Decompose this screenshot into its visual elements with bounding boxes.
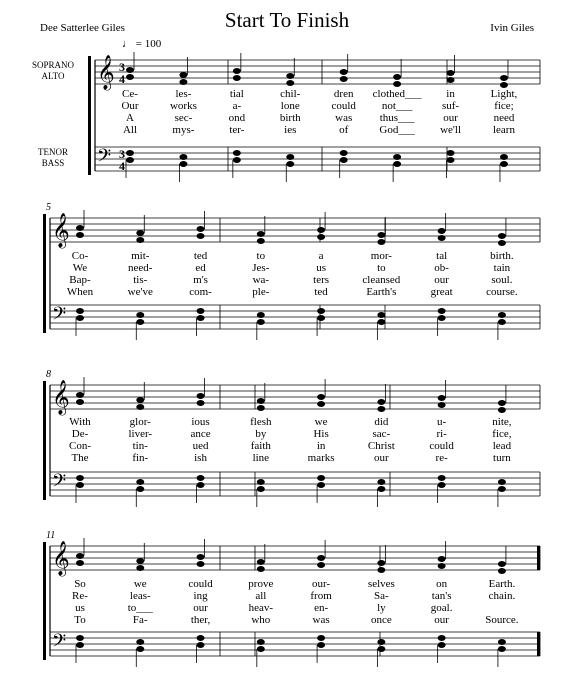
alto-note [136, 404, 144, 410]
lyric-syllable: Fa- [132, 614, 148, 626]
lyric-syllable: by [255, 428, 267, 440]
tenor-note [76, 308, 84, 314]
alto-note [197, 561, 205, 567]
lyric-syllable: les- [175, 88, 192, 100]
bass-note [286, 161, 294, 167]
alto-note [76, 399, 84, 405]
lyric-syllable: Earth's [366, 286, 397, 298]
lyric-syllable: ies [284, 124, 297, 136]
lyric-syllable: works [169, 100, 197, 112]
system-bracket [43, 381, 46, 500]
alto-note [136, 237, 144, 243]
tenor-note [393, 154, 401, 160]
bass-note [377, 646, 385, 652]
lyric-syllable: Source. [485, 614, 519, 626]
lyric-syllable: chil- [280, 88, 301, 100]
composer-credit: Dee Satterlee Giles [40, 22, 125, 34]
lyric-syllable: once [370, 614, 392, 626]
lyric-syllable: wa- [252, 274, 270, 286]
tenor-note [257, 312, 265, 318]
bass-note [438, 315, 446, 321]
lyric-syllable: selves [367, 578, 395, 590]
voice-label-bass: BASS [41, 158, 65, 168]
bass-note [136, 486, 144, 492]
lyric-syllable: fice; [494, 100, 514, 112]
lyric-syllable: was [312, 614, 330, 626]
alto-note [76, 560, 84, 566]
lyric-syllable: When [66, 286, 94, 298]
lyric-syllable: in [446, 88, 455, 100]
lyric-syllable: need [493, 112, 515, 124]
bass-note [197, 482, 205, 488]
soprano-note [447, 70, 455, 76]
tenor-note [377, 312, 385, 318]
lyric-syllable: mys- [172, 124, 195, 136]
bass-note [438, 642, 446, 648]
bass-note [126, 157, 134, 163]
time-signature-digit: 3 [119, 147, 125, 161]
soprano-note [257, 398, 265, 404]
alto-note [438, 402, 446, 408]
lyric-syllable: who [251, 614, 271, 626]
soprano-note [438, 556, 446, 562]
alto-note [136, 565, 144, 571]
lyric-syllable: we [133, 578, 147, 590]
soprano-note [233, 68, 241, 74]
lyric-syllable: tis- [133, 274, 148, 286]
lyric-syllable: in [316, 440, 326, 452]
voice-label-soprano: SOPRANO [31, 60, 74, 70]
soprano-note [498, 561, 506, 567]
alto-note [498, 240, 506, 246]
bass-note [257, 646, 265, 652]
arranger-credit: Ivin Giles [490, 22, 534, 34]
lyric-syllable: A [126, 112, 134, 124]
lyric-syllable: De- [71, 428, 89, 440]
soprano-note [257, 559, 265, 565]
system-bracket [43, 542, 46, 660]
bass-note [438, 482, 446, 488]
lyric-syllable: not___ [381, 100, 413, 112]
time-signature-digit: 3 [119, 60, 125, 74]
alto-note [257, 566, 265, 572]
bass-note [257, 319, 265, 325]
lyric-syllable: all [255, 590, 267, 602]
lyric-syllable: our [374, 452, 389, 464]
lyric-syllable: us [316, 262, 326, 274]
tenor-note [377, 639, 385, 645]
lyric-syllable: lead [492, 440, 512, 452]
tempo-marking: ♩ = 100 [122, 38, 162, 50]
soprano-note [286, 73, 294, 79]
alto-note [126, 74, 134, 80]
lyric-syllable: ance [190, 428, 211, 440]
alto-note [286, 80, 294, 86]
lyric-syllable: com- [189, 286, 212, 298]
lyric-syllable: ly [377, 602, 386, 614]
soprano-note [76, 225, 84, 231]
tenor-note [447, 150, 455, 156]
lyric-syllable: birth. [490, 250, 514, 262]
alto-note [340, 76, 348, 82]
final-barline [537, 632, 540, 656]
tenor-note [257, 479, 265, 485]
lyric-syllable: our- [312, 578, 331, 590]
bass-note [447, 157, 455, 163]
lyric-syllable: ob- [434, 262, 449, 274]
lyric-syllable: Re- [72, 590, 88, 602]
soprano-note [257, 231, 265, 237]
lyric-syllable: clothed___ [372, 88, 422, 100]
time-signature-digit: 4 [119, 159, 125, 173]
soprano-note [317, 394, 325, 400]
lyric-syllable: we've [127, 286, 153, 298]
lyric-syllable: ious [191, 416, 210, 428]
alto-note [317, 234, 325, 240]
song-title: Start To Finish [224, 8, 350, 32]
lyric-syllable: u- [437, 416, 447, 428]
alto-note [197, 233, 205, 239]
tenor-note [197, 308, 205, 314]
lyric-syllable: Co- [71, 250, 89, 262]
lyric-syllable: was [335, 112, 353, 124]
lyric-syllable: line [252, 452, 270, 464]
bass-note [317, 642, 325, 648]
bass-note [136, 319, 144, 325]
alto-note [377, 406, 385, 412]
soprano-note [197, 226, 205, 232]
bass-note [340, 157, 348, 163]
lyric-syllable: turn [493, 452, 511, 464]
tenor-note [340, 150, 348, 156]
lyric-syllable: ed [195, 262, 206, 274]
lyric-syllable: sec- [174, 112, 193, 124]
tenor-note [498, 639, 506, 645]
treble-clef: 𝄞 [97, 55, 115, 90]
alto-note [498, 568, 506, 574]
tenor-note [136, 479, 144, 485]
soprano-note [377, 232, 385, 238]
lyric-syllable: His [313, 428, 329, 440]
tenor-note [233, 150, 241, 156]
lyric-syllable: ing [193, 590, 208, 602]
tenor-note [197, 475, 205, 481]
alto-note [233, 75, 241, 81]
lyric-syllable: All [122, 124, 138, 136]
lyric-syllable: ued [192, 440, 209, 452]
system-bracket [43, 214, 46, 333]
tenor-note [179, 154, 187, 160]
lyric-syllable: chain. [488, 590, 516, 602]
lyric-syllable: us [75, 602, 85, 614]
soprano-note [76, 553, 84, 559]
tenor-note [286, 154, 294, 160]
lyric-syllable: great [430, 286, 453, 298]
tenor-note [257, 639, 265, 645]
lyric-syllable: ple- [252, 286, 270, 298]
bass-note [233, 157, 241, 163]
alto-note [317, 401, 325, 407]
lyric-syllable: could [429, 440, 454, 452]
lyric-syllable: Con- [69, 440, 91, 452]
lyric-syllable: to [256, 250, 266, 262]
lyric-syllable: marks [307, 452, 335, 464]
lyric-syllable: to___ [127, 602, 153, 614]
lyric-syllable: faith [250, 440, 271, 452]
bass-note [197, 642, 205, 648]
lyric-syllable: from [310, 590, 332, 602]
lyric-syllable: tin- [132, 440, 148, 452]
lyric-syllable: glor- [129, 416, 151, 428]
lyric-syllable: heav- [248, 602, 274, 614]
lyric-syllable: Ce- [122, 88, 138, 100]
lyric-syllable: lone [280, 100, 300, 112]
bass-clef: 𝄢 [52, 471, 67, 496]
lyric-syllable: God___ [379, 124, 415, 136]
alto-note [377, 567, 385, 573]
lyric-syllable: leas- [129, 590, 151, 602]
lyric-syllable: did [374, 416, 389, 428]
bass-note [76, 482, 84, 488]
bass-note [257, 486, 265, 492]
lyric-syllable: ted [193, 250, 208, 262]
tenor-note [498, 312, 506, 318]
final-barline [537, 546, 540, 570]
tenor-note [197, 635, 205, 641]
treble-clef: 𝄞 [52, 213, 70, 248]
lyric-syllable: mor- [370, 250, 392, 262]
alto-note [377, 239, 385, 245]
lyric-syllable: en- [314, 602, 329, 614]
bass-note [498, 319, 506, 325]
soprano-note [377, 560, 385, 566]
bass-note [377, 486, 385, 492]
soprano-note [136, 230, 144, 236]
lyric-syllable: nite, [492, 416, 512, 428]
bass-note [136, 646, 144, 652]
lyric-syllable: to [377, 262, 386, 274]
bass-note [76, 315, 84, 321]
bass-note [500, 161, 508, 167]
lyric-syllable: we [314, 416, 328, 428]
lyric-syllable: sac- [372, 428, 391, 440]
bass-note [498, 486, 506, 492]
bass-note [377, 319, 385, 325]
lyric-syllable: ted [314, 286, 328, 298]
lyric-syllable: tal [436, 250, 448, 262]
lyric-syllable: our [193, 602, 208, 614]
alto-note [498, 407, 506, 413]
bass-note [498, 646, 506, 652]
lyric-syllable: Bap- [69, 274, 91, 286]
lyric-syllable: Earth. [488, 578, 516, 590]
tenor-note [500, 154, 508, 160]
alto-note [257, 405, 265, 411]
tenor-note [438, 308, 446, 314]
lyric-syllable: ish [194, 452, 207, 464]
lyric-syllable: ters [313, 274, 330, 286]
soprano-note [438, 228, 446, 234]
tenor-note [438, 635, 446, 641]
lyric-syllable: m's [193, 274, 208, 286]
lyric-syllable: need- [128, 262, 153, 274]
tenor-note [76, 475, 84, 481]
soprano-note [438, 395, 446, 401]
alto-note [317, 562, 325, 568]
bass-clef: 𝄢 [52, 304, 67, 329]
measure-number: 5 [46, 202, 51, 213]
lyric-syllable: fice, [492, 428, 512, 440]
soprano-note [393, 74, 401, 80]
tenor-note [317, 635, 325, 641]
soprano-note [498, 233, 506, 239]
soprano-note [126, 67, 134, 73]
lyric-syllable: The [71, 452, 89, 464]
alto-note [438, 235, 446, 241]
treble-clef: 𝄞 [52, 541, 70, 576]
alto-note [197, 400, 205, 406]
lyric-syllable: Light, [490, 88, 518, 100]
lyric-syllable: we'll [440, 124, 462, 136]
lyric-syllable: We [72, 262, 88, 274]
lyric-syllable: could [331, 100, 356, 112]
lyric-syllable: prove [248, 578, 274, 590]
lyric-syllable: a- [232, 100, 242, 112]
soprano-note [197, 393, 205, 399]
lyric-syllable: Sa- [374, 590, 389, 602]
soprano-note [377, 399, 385, 405]
soprano-note [179, 72, 187, 78]
alto-note [447, 77, 455, 83]
lyric-syllable: ther, [190, 614, 211, 626]
bass-clef: 𝄢 [52, 631, 67, 656]
bass-clef: 𝄢 [97, 146, 112, 171]
lyric-syllable: a [318, 250, 324, 262]
tenor-note [438, 475, 446, 481]
lyric-syllable: suf- [441, 100, 460, 112]
measure-number: 11 [46, 530, 56, 541]
lyric-syllable: tain [493, 262, 511, 274]
lyric-syllable: Christ [367, 440, 395, 452]
lyric-syllable: tial [229, 88, 244, 100]
bass-note [197, 315, 205, 321]
lyric-syllable: cleansed [362, 274, 401, 286]
lyric-syllable: flesh [250, 416, 272, 428]
lyric-syllable: To [74, 614, 86, 626]
alto-note [179, 79, 187, 85]
soprano-note [317, 555, 325, 561]
lyric-syllable: course. [486, 286, 518, 298]
lyric-syllable: tan's [431, 590, 452, 602]
lyric-syllable: goal. [430, 602, 453, 614]
bass-note [317, 315, 325, 321]
tenor-note [136, 639, 144, 645]
lyric-syllable: our [434, 614, 449, 626]
lyric-syllable: So [74, 578, 86, 590]
tenor-note [126, 150, 134, 156]
soprano-note [340, 69, 348, 75]
lyric-syllable: of [339, 124, 349, 136]
lyric-syllable: fin- [132, 452, 149, 464]
lyric-syllable: liver- [128, 428, 153, 440]
bass-note [317, 482, 325, 488]
tenor-note [317, 308, 325, 314]
bass-note [76, 642, 84, 648]
lyric-syllable: our [443, 112, 458, 124]
lyric-syllable: thus___ [379, 112, 415, 124]
lyric-syllable: learn [492, 124, 515, 136]
alto-note [393, 81, 401, 87]
system-bracket [88, 56, 91, 175]
bass-note [179, 161, 187, 167]
soprano-note [76, 392, 84, 398]
lyric-syllable: soul. [491, 274, 513, 286]
voice-label-alto: ALTO [41, 71, 65, 81]
soprano-note [197, 554, 205, 560]
alto-note [257, 238, 265, 244]
tenor-note [377, 479, 385, 485]
lyric-syllable: ter- [229, 124, 245, 136]
soprano-note [500, 75, 508, 81]
time-signature-digit: 4 [119, 72, 125, 86]
soprano-note [136, 397, 144, 403]
voice-label-tenor: TENOR [38, 147, 68, 157]
soprano-note [317, 227, 325, 233]
lyric-syllable: Jes- [252, 262, 270, 274]
lyric-syllable: birth [279, 112, 301, 124]
tenor-note [76, 635, 84, 641]
measure-number: 8 [46, 369, 51, 380]
soprano-note [136, 558, 144, 564]
lyric-syllable: With [69, 416, 91, 428]
lyric-syllable: dren [333, 88, 354, 100]
lyric-syllable: our [434, 274, 449, 286]
alto-note [438, 563, 446, 569]
bass-note [393, 161, 401, 167]
lyric-syllable: could [188, 578, 213, 590]
lyric-syllable: ri- [436, 428, 447, 440]
lyric-syllable: re- [435, 452, 448, 464]
soprano-note [498, 400, 506, 406]
tenor-note [317, 475, 325, 481]
lyric-syllable: Our [121, 100, 139, 112]
lyric-syllable: mit- [131, 250, 150, 262]
lyric-syllable: ond [228, 112, 246, 124]
tenor-note [136, 312, 144, 318]
lyric-syllable: on [436, 578, 448, 590]
tenor-note [498, 479, 506, 485]
treble-clef: 𝄞 [52, 380, 70, 415]
alto-note [76, 232, 84, 238]
